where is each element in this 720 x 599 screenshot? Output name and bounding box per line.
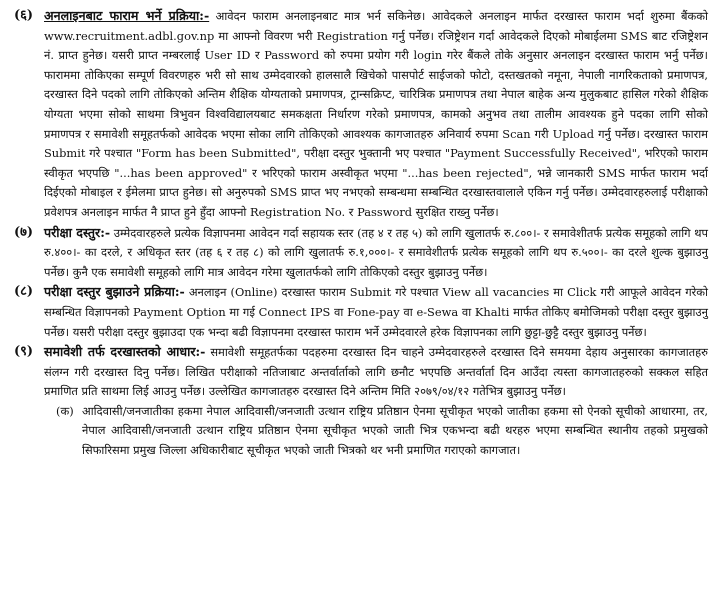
section-body — [44, 342, 708, 461]
section-body — [44, 6, 708, 223]
section-inclusive-basis — [14, 342, 708, 461]
section-number: (६) — [14, 8, 34, 23]
section-exam-fee — [14, 223, 708, 283]
section-heading: समावेशी तर्फ दरखास्तको आधार:- — [44, 344, 206, 360]
section-heading: परीक्षा दस्तुर बुझाउने प्रक्रिया:- — [44, 284, 185, 300]
section-heading: अनलाइनबाट फाराम भर्ने प्रक्रिया:- — [44, 8, 210, 23]
sub-item-number: (क) — [56, 403, 74, 418]
section-text: उम्मेदवारहरुले प्रत्येक विज्ञापनमा आवेदन गर्दा सहायक स्तर (तह ४ र तह ५) को लागि खुलातर्फ रु.८००।- र समावेशीतर्फ प्रत्येक समूहको लागि थप रु.४००।- का दरले, र अधिकृत स्तर (तह ६ र तह ८) को लागि खुलातर्फ रु.१,०००।- र समावेशीतर्फ प्रत्येक समूहको लागि थप रु.५००।- का दरले शुल्क बुझाउनु पर्नेछ। कुनै एक समावेशी समूहको लागि मात्र आवेदन गरेमा खुलातर्फको लागि तोकिएको दस्तुर बुझाउनु पर्नेछ। — [44, 225, 709, 279]
sub-item — [56, 402, 708, 461]
section-text: आवेदन फाराम अनलाइनबाट मात्र भर्न सकिनेछ। आवेदकले अनलाइन मार्फत दरखास्त फाराम भर्दा शुरुमा बैंकको www.recruitment.adbl.gov.np मा आफ्नो विवरण भरी Registration गर्नु पर्नेछ। रजिष्ट्रेशन गर्दा आवेदकले दिएको मोबाईलमा SMS बाट रजिष्ट्रेशन नं. प्राप्त हुनेछ। यसरी प्राप्त नम्बरलाई User ID र Password को रुपमा प्रयोग गरी login गरेर बैंकले तोके अनुसार अनलाइन दरखास्त फाराम भर्नु पर्नेछ। फाराममा तोकिएका सम्पूर्ण विवरणहरु भरी सो साथ उम्मेदवारको हालसालै खिचेको पासपोर्ट साईजको फोटो, दस्तखतको नमूना, नेपाली नागरिकताको प्रमाणपत्र, दरखास्त दिने पदको लागि तोकिएको अन्तिम शैक्षिक योग्यताको प्रमाणपत्र, ट्रान्सक्रिप्ट, चारित्रिक प्रमाणपत्र तथा नेपाल बाहेक अन्य मुलुकबाट हासिल गरेको शैक्षिक योग्यता भएमा सोको साथमा त्रिभुवन विश्वविद्यालयबाट समकक्षता निर्धारण गरेको प्रमाणपत्र, कामको अनुभव तथा तालीम आवश्यक हुने पदका लागि सोको प्रमाणपत्र र समावेशी समूहतर्फको आवेदक भएमा सोका लागि तोकिएको आवश्यक कागजातहरु अनिवार्य रुपमा Scan गरी Upload गर्नु पर्नेछ। दरखास्त फाराम Submit गरे पश्चात "Form has been Submitted", परीक्षा दस्तुर भुक्तानी भए पश्चात "Payment Successfully Received", भरिएको फाराम स्वीकृत भएपछि "...has been approved" र भरिएको फाराम अस्वीकृत भएमा "...has been rejected", भन्ने जानकारी SMS मार्फत फाराम भर्दा दिईएको मोबाइल र ईमेलमा प्राप्त हुनेछ। सो अनुरुपको SMS प्राप्त भए नभएको सम्बन्धमा सम्बन्धित दरखास्तवालाले एकिन गर्नु पर्नेछ। उम्मेदवारहरुलाई परीक्षाको प्रवेशपत्र अनलाइन मार्फत नै प्राप्त हुने हुँदा आफ्नो Registration No. र Password सुरक्षित राख्नु पर्नेछ। — [44, 9, 708, 219]
section-fee-payment-process — [14, 282, 708, 342]
section-number: (८) — [14, 284, 34, 300]
section-text: अनलाइन (Online) दरखास्त फाराम Submit गरे पश्चात View all vacancies मा Click गरी आफूले आवेदन गरेको सम्बन्धित विज्ञापनको Payment Option मा गई Connect IPS वा Fone-pay वा e-Sewa वा Khalti मार्फत तोकिए बमोजिमको परीक्षा दस्तुर बुझाउनु पर्नेछ। यसरी परीक्षा दस्तुर बुझाउदा एक भन्दा बढी विज्ञापनमा दरखास्त फाराम भर्ने उम्मेदवारले हरेक विज्ञापनका लागि छुट्टा-छुट्टै दस्तुर बुझाउनु पर्नेछ। — [44, 285, 709, 339]
section-number: (९) — [14, 344, 34, 360]
section-body — [44, 282, 708, 342]
section-heading: परीक्षा दस्तुर:- — [44, 224, 111, 240]
section-online-form-process — [14, 6, 708, 223]
section-number: (७) — [14, 224, 34, 240]
section-text: समावेशी समूहतर्फका पदहरुमा दरखास्त दिन चाहने उम्मेदवारहरुले दरखास्त दिने समयमा देहाय अनुसारका कागजातहरु संलग्न गरी दरखास्त दिनु पर्नेछ। लिखित परीक्षाको नतिजाबाट अन्तर्वार्ताको लागि छनौट भएपछि अन्तर्वार्ता दिन आउँदा त्यस्ता कागजातहरुको सक्कल सहित प्रमाणित प्रति साथमा लिई आउनु पर्नेछ। उल्लेखित कागजातहरु दरखास्त दिने अन्तिम मिति २०७९/०४/१२ गतेभित्र बुझाउनु पर्नेछ। — [44, 345, 708, 399]
section-body — [44, 223, 708, 283]
sub-item-text: आदिवासी/जनजातीका हकमा नेपाल आदिवासी/जनजाती उत्थान राष्ट्रिय प्रतिष्ठान ऐनमा सूचीकृत भएको जातीका हकमा सो ऐनको सूचीको आधारमा, तर, नेपाल आदिवासी/जनजाती उत्थान राष्ट्रिय प्रतिष्ठान ऐनमा सूचीकृत भएको जाती भित्र एकभन्दा बढी थरहरु भएमा सम्बन्धित स्थानीय तहको प्रमुखको सिफारिसमा प्रमुख जिल्ला अधिकारीबाट सूचीकृत भएको जाती भित्रको थर भनी प्रमाणित गराएको कागजात। — [82, 403, 708, 458]
